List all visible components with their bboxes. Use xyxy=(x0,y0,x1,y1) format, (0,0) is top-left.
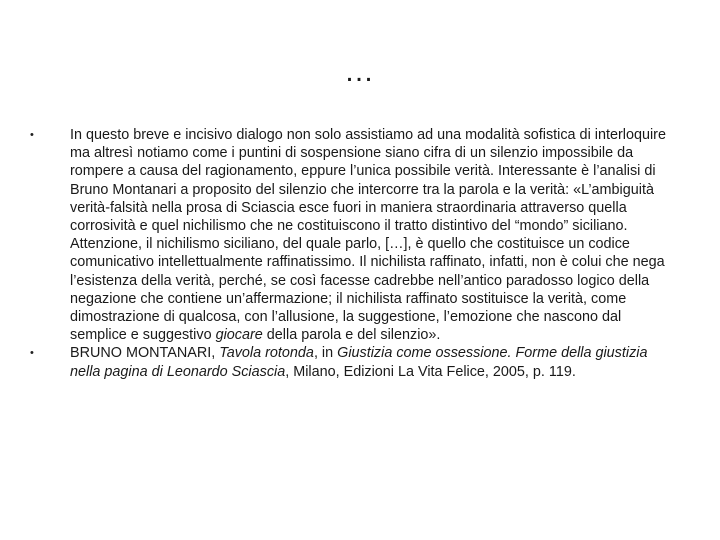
citation-mid: , in xyxy=(313,345,338,362)
bullet-icon: • xyxy=(30,129,34,141)
bullet-icon: • xyxy=(30,347,34,360)
citation-volume-title: Giustizia come ossessione. Forme della giustizia nella pagina di Leonardo Sciascia xyxy=(70,345,648,380)
citation-work-title: Tavola rotonda xyxy=(219,345,314,362)
quote-italic-word: giocare xyxy=(215,327,263,344)
quote-text-end: della parola e del silenzio». xyxy=(262,327,441,344)
quote-paragraph xyxy=(70,126,680,344)
quote-text: In questo breve e incisivo dialogo non solo assistiamo ad una modalità sofistica di interloquire ma altresì notiamo come i puntini di sospensione siano cifra di un silenzio impossibile da rompere a causa del ragionamento, eppure l’unica possibile verità. Interessante è l’analisi di Bruno Montanari a proposito del silenzio che intercorre tra la parola e la verità: «L’ambiguità verità-falsità nella prosa di Sciascia esce fuori in maniera straordinaria attraverso quella corrosività e quel nichilismo che ne costituiscono il tratto distintivo del “mondo” siciliano. Attenzione, il nichilismo siciliano, del quale parlo, […], è quello che costituisce un codice comunicativo intellettualmente raffinatissimo. Il nichilista raffinato, infatti, non è colui che nega l’esistenza della verità, perché, se così facesse cadrebbe nell’antico paradosso logico della negazione che contiene un’affermazione; il nichilista raffinato sostituisce la verità, come dimostrazione di qualcosa, con l’allusione, la suggestione, l’emozione che nascono dal semplice e suggestivo xyxy=(70,127,666,344)
citation-author: BRUNO MONTANARI, xyxy=(70,345,220,362)
bullet-item-citation xyxy=(30,344,680,380)
bullet-item-quote xyxy=(30,126,680,344)
bullet-list xyxy=(30,126,680,381)
citation-paragraph xyxy=(70,344,680,380)
slide-title: … xyxy=(344,55,376,88)
citation-publication: , Milano, Edizioni La Vita Felice, 2005, p. 119. xyxy=(285,363,576,380)
